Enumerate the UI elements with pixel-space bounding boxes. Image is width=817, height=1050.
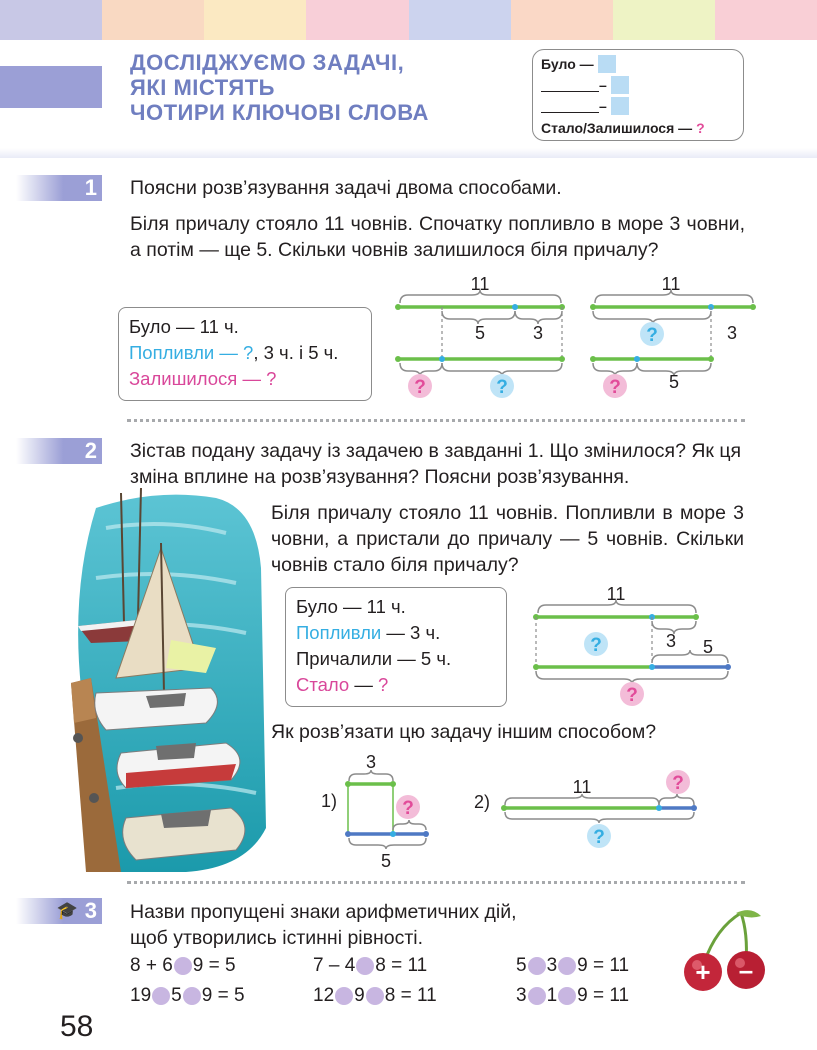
blank-sign-circle[interactable] bbox=[356, 957, 374, 975]
equation bbox=[130, 955, 236, 977]
cherries-icon bbox=[676, 908, 776, 993]
band-segment bbox=[511, 0, 613, 40]
question-mark: ? bbox=[402, 798, 414, 819]
legend-row bbox=[541, 120, 705, 136]
equation bbox=[130, 985, 245, 1007]
task-number: 2 bbox=[84, 438, 97, 463]
question-mark: ? bbox=[590, 635, 602, 656]
record-line: Було — 11 ч. bbox=[296, 596, 406, 617]
label-part: 5 bbox=[668, 372, 680, 392]
plus-sign: + bbox=[695, 957, 711, 987]
label-total: 11 bbox=[572, 777, 592, 797]
instruction-line: щоб утворились істинні рівності. bbox=[130, 927, 424, 949]
eq-part: 5 bbox=[171, 985, 182, 1006]
label-total: 11 bbox=[661, 274, 681, 294]
page-title bbox=[130, 50, 429, 125]
equation bbox=[313, 955, 427, 977]
band-segment bbox=[409, 0, 511, 40]
title-line: ДОСЛІДЖУЄМО ЗАДАЧІ, bbox=[130, 50, 405, 75]
label-part: 3 bbox=[365, 752, 377, 772]
question-mark: ? bbox=[496, 377, 508, 398]
record-keyword: Залишилося — bbox=[129, 368, 267, 389]
eq-part: 5 bbox=[516, 955, 527, 976]
segment-diagram-1a bbox=[390, 270, 575, 405]
task1-short-record bbox=[118, 307, 372, 401]
record-keyword: Попливли — bbox=[129, 342, 244, 363]
band-segment bbox=[306, 0, 408, 40]
record-line bbox=[129, 366, 361, 392]
task2-problem: Біля причалу стояло 11 човнів. Попливли в море 3 човни, а пристали до причалу — 5 човнів. Скільки човнів стало біля причалу? bbox=[271, 502, 744, 576]
blank-square-icon bbox=[598, 55, 616, 73]
task3-instruction bbox=[130, 899, 670, 951]
eq-part: 19 bbox=[130, 985, 152, 1006]
band-segment bbox=[0, 0, 102, 40]
record-line bbox=[296, 672, 496, 698]
task2-short-record bbox=[285, 587, 507, 707]
legend-bulo: Було — bbox=[541, 56, 594, 72]
question-mark: ? bbox=[414, 377, 426, 398]
question-mark: ? bbox=[626, 685, 638, 706]
eq-part: 7 – 4 bbox=[313, 955, 356, 976]
record-line: Було — 11 ч. bbox=[129, 316, 239, 337]
task1-instruction: Поясни розв’язування задачі двома способами. bbox=[130, 177, 562, 199]
eq-part: 1 bbox=[546, 985, 558, 1006]
record-values: , 3 ч. і 5 ч. bbox=[253, 342, 339, 363]
blank-sign-circle[interactable] bbox=[558, 957, 576, 975]
band-segment bbox=[102, 0, 204, 40]
graduation-cap-icon: 🎓 bbox=[56, 901, 78, 920]
legend-row bbox=[541, 76, 629, 94]
legend-result: Стало/Залишилося — bbox=[541, 120, 693, 136]
task-number-badge bbox=[16, 175, 102, 201]
task-number-badge bbox=[16, 898, 102, 924]
label-part: 5 bbox=[702, 637, 714, 657]
question-mark: ? bbox=[609, 377, 621, 398]
blank-line bbox=[541, 99, 599, 113]
eq-part: 8 = 11 bbox=[384, 985, 437, 1006]
eq-part: 9 bbox=[354, 985, 365, 1006]
label-part: 5 bbox=[380, 851, 392, 871]
title-line: ЧОТИРИ КЛЮЧОВІ СЛОВА bbox=[130, 100, 429, 125]
eq-part: 9 = 11 bbox=[577, 955, 630, 976]
eq-part: 3 bbox=[546, 955, 558, 976]
blank-square-icon bbox=[611, 76, 629, 94]
legend-dash: – bbox=[599, 77, 607, 93]
eq-part: 9 = 11 bbox=[577, 985, 630, 1006]
task1-problem: Біля причалу стояло 11 човнів. Спочатку попливло в море 3 човни, а потім — ще 5. Скільки човнів залишилося біля причалу? bbox=[130, 213, 745, 261]
blank-line bbox=[541, 78, 599, 92]
equation bbox=[313, 985, 437, 1007]
blank-sign-circle[interactable] bbox=[528, 987, 546, 1005]
blank-sign-circle[interactable] bbox=[152, 987, 170, 1005]
label-part: 5 bbox=[474, 323, 486, 343]
question-mark: ? bbox=[266, 368, 277, 389]
task-number: 1 bbox=[84, 175, 97, 200]
band-segment bbox=[715, 0, 817, 40]
label-total: 11 bbox=[606, 584, 626, 604]
eq-part: 8 = 11 bbox=[375, 955, 428, 976]
label-part: 3 bbox=[665, 631, 677, 651]
segment-diagram-way1 bbox=[318, 748, 438, 873]
question-mark: ? bbox=[593, 827, 605, 848]
blank-sign-circle[interactable] bbox=[183, 987, 201, 1005]
eq-part: 12 bbox=[313, 985, 335, 1006]
blank-sign-circle[interactable] bbox=[174, 957, 192, 975]
question-mark: ? bbox=[672, 773, 684, 794]
title-line: ЯКІ МІСТЯТЬ bbox=[130, 75, 275, 100]
keywords-legend-box bbox=[532, 49, 744, 141]
record-keyword: Попливли bbox=[296, 622, 382, 643]
blank-sign-circle[interactable] bbox=[335, 987, 353, 1005]
eq-part: 9 = 5 bbox=[192, 955, 236, 976]
record-dash: — bbox=[349, 674, 378, 695]
task2-instruction: Зістав подану задачу із задачею в завданні 1. Що змінилося? Як ця зміна вплине на розв’язування? Поясни розв’язування. bbox=[130, 440, 742, 488]
band-segment bbox=[204, 0, 306, 40]
question-mark: ? bbox=[243, 342, 254, 363]
record-line bbox=[296, 620, 496, 646]
question-mark: ? bbox=[646, 325, 658, 346]
task2-question: Як розв’язати цю задачу іншим способом? bbox=[271, 721, 657, 743]
segment-diagram-2 bbox=[528, 580, 738, 712]
legend-row bbox=[541, 55, 616, 73]
eq-part: 8 + 6 bbox=[130, 955, 173, 976]
record-line bbox=[129, 340, 361, 366]
way-label: 2) bbox=[474, 792, 491, 812]
eq-part: 9 = 5 bbox=[201, 985, 245, 1006]
blank-square-icon bbox=[611, 97, 629, 115]
segment-diagram-1b bbox=[585, 270, 765, 405]
record-keyword: Стало bbox=[296, 674, 350, 695]
record-values: — 3 ч. bbox=[381, 622, 441, 643]
label-part: 3 bbox=[532, 323, 544, 343]
section-divider bbox=[127, 419, 745, 422]
boats-illustration bbox=[66, 488, 266, 872]
legend-dash: – bbox=[599, 98, 607, 114]
question-mark: ? bbox=[378, 674, 389, 695]
equation bbox=[516, 985, 629, 1007]
label-total: 11 bbox=[470, 274, 490, 294]
label-part: 3 bbox=[726, 323, 738, 343]
instruction-line: Назви пропущені знаки арифметичних дій, bbox=[130, 901, 517, 923]
minus-sign: – bbox=[738, 955, 754, 985]
question-mark: ? bbox=[696, 120, 705, 136]
band-segment bbox=[613, 0, 715, 40]
blank-sign-circle[interactable] bbox=[558, 987, 576, 1005]
task-number: 3 bbox=[84, 898, 97, 923]
blank-sign-circle[interactable] bbox=[528, 957, 546, 975]
top-color-band bbox=[0, 0, 817, 40]
equation bbox=[516, 955, 629, 977]
segment-diagram-way2 bbox=[472, 765, 707, 855]
task-number-badge bbox=[16, 438, 102, 464]
section-divider bbox=[127, 881, 745, 884]
legend-row bbox=[541, 97, 629, 115]
eq-part: 3 bbox=[516, 985, 527, 1006]
header-divider bbox=[0, 148, 817, 158]
way-label: 1) bbox=[321, 791, 338, 811]
header-accent-bar bbox=[0, 66, 102, 108]
blank-sign-circle[interactable] bbox=[366, 987, 384, 1005]
page-number: 58 bbox=[60, 1010, 94, 1043]
record-line: Причалили — 5 ч. bbox=[296, 648, 452, 669]
